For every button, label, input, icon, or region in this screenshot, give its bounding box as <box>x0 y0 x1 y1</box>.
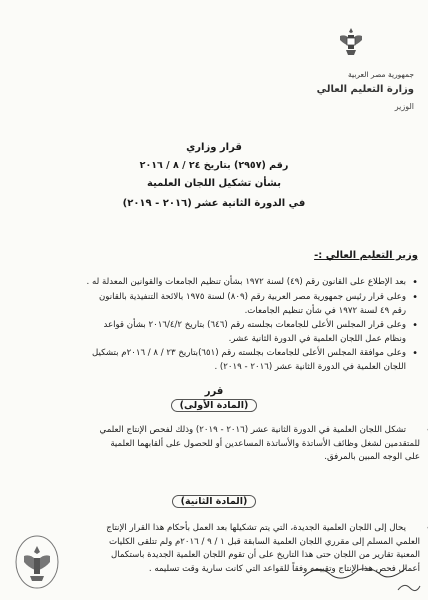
preamble-item: • وعلى قرار المجلس الأعلى للجامعات بجلسته رقم (٦٤٦) بتاريخ ٢٠١٦/٤/٢ بشأن قواعد <box>10 319 406 333</box>
article-1-heading <box>0 400 428 411</box>
article-2-heading <box>0 496 428 507</box>
decided-heading: قرر <box>204 386 224 397</box>
preamble-continuation: ونظام عمل اللجان العلمية في الدورة الثانية عشر. <box>228 334 406 344</box>
preamble-item: • وعلى قرار رئيس جمهورية مصر العربية رقم (٨٠٩) لسنة ١٩٧٥ بالائحة التنفيذية بالقانون <box>10 291 406 305</box>
article-2-line: العلمي المسلم إلى مقرري اللجان العلمية السابقة قبل ١ / ٩ / ٢٠١٦م ولم تتلقى الكليات <box>109 536 420 547</box>
article-2-label: (المادة الثانية) <box>172 495 257 508</box>
article-2-line: • يحال إلى اللجان العلمية الجديدة، التي يتم تشكيلها بعد العمل بأحكام هذا القرار الإنتاج <box>10 522 420 536</box>
preamble-continuation: رقم ٤٩ لسنة ١٩٧٢ في شأن تنظيم الجامعات. <box>244 306 406 316</box>
article-1-line: للمتقدمين لشغل وظائف الأساتذة والأساتذة المساعدين أو للحصول على ألقابهما العلمية <box>110 438 420 449</box>
preamble-item: • وعلى موافقة المجلس الأعلى للجامعات بجلسته رقم (٦٥١)بتاريخ ٢٣ / ٨ / ٢٠١٦م بتشكيل <box>10 347 406 361</box>
preamble-continuation: اللجان العلمية في الدورة الثانية عشر (٢٠١٦ - ٢٠١٩) . <box>214 362 406 372</box>
article-1-line: على الوجه المبين بالمرفق. <box>324 452 420 462</box>
article-1-label: (المادة الأولى) <box>171 399 258 412</box>
official-stamp-icon <box>14 534 60 590</box>
eagle-emblem-icon <box>338 26 364 58</box>
decree-session: في الدورة الثانية عشر (٢٠١٦ - ٢٠١٩) <box>122 198 306 209</box>
handwritten-signature-icon <box>300 560 410 582</box>
decree-number: رقم (٢٩٥٧) بتاريخ ٢٤ / ٨ / ٢٠١٦ <box>139 160 289 171</box>
letterhead <box>264 26 414 118</box>
decree-subject: بشأن تشكيل اللجان العلمية <box>147 178 281 189</box>
article-1-body <box>10 424 420 465</box>
article-2-line: المعنية تقارير من اللجان حتى هذا التاريخ على أن تقوم اللجان العلمية الجديدة باستكمال <box>110 550 420 560</box>
office-name: الوزير <box>394 102 414 111</box>
preamble <box>10 276 420 375</box>
decree-title: قرار وزاري <box>186 142 242 153</box>
preamble-item: • بعد الإطلاع على القانون رقم (٤٩) لسنة ١٩٧٢ بشأن تنظيم الجامعات والقوانين المعدلة له . <box>10 276 406 290</box>
ministry-name: وزارة التعليم العالي <box>316 84 414 95</box>
article-1-line: • تشكل اللجان العلمية في الدورة الثانية عشر (٢٠١٦ - ٢٠١٩) وذلك لفحص الإنتاج العلمي <box>10 424 420 438</box>
republic-name: جمهورية مصر العربية <box>348 70 414 79</box>
corner-mark-icon <box>396 580 422 594</box>
article-2-line: أعمال فحص هذا الإنتاج وتقييمه وفقاً للقواعد التي كانت سارية وقت تسليمه . <box>148 563 420 574</box>
minister-heading: وزير التعليم العالي :- <box>314 250 418 261</box>
